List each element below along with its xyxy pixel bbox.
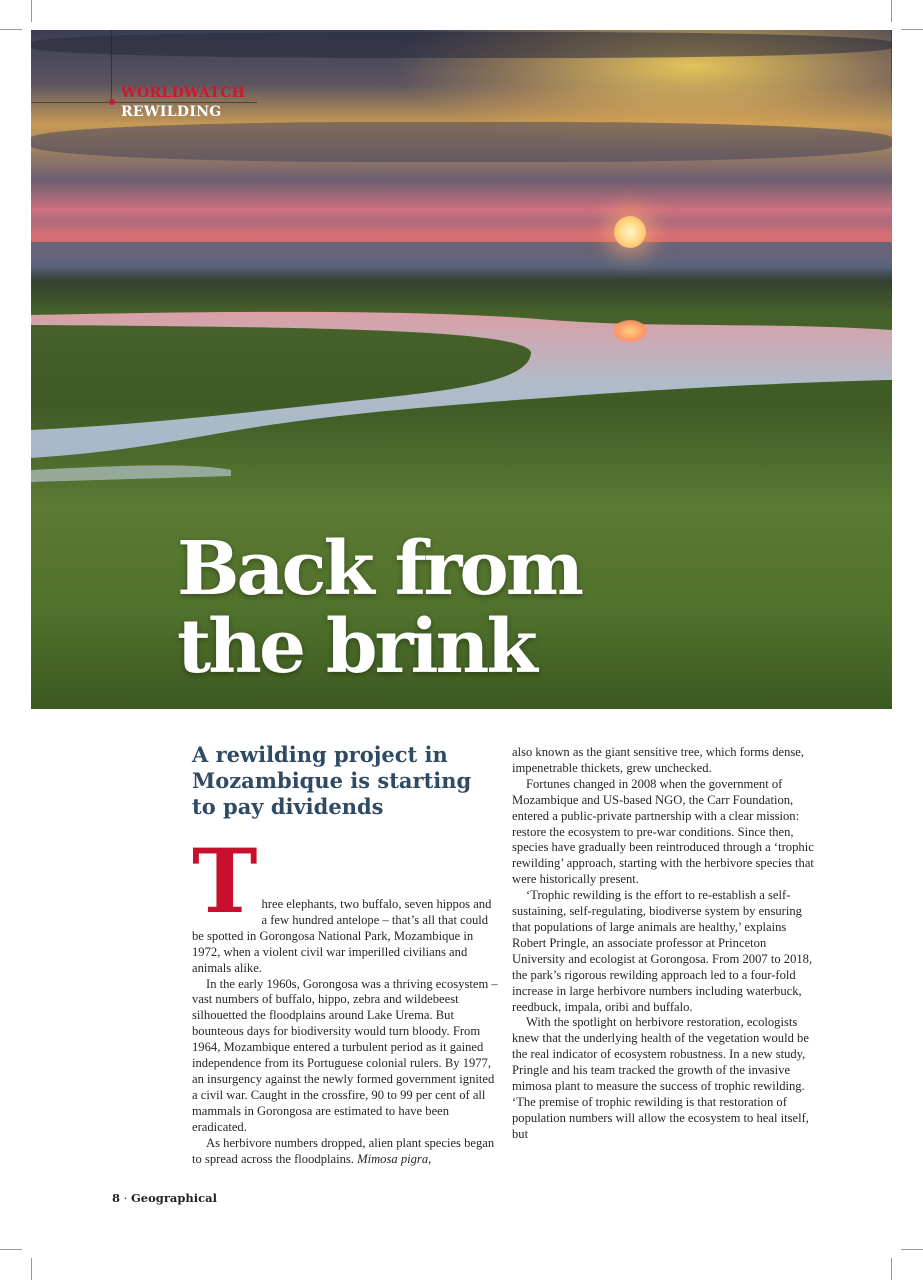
- crop-mark: [31, 0, 32, 22]
- section-kicker: [121, 84, 245, 122]
- headline-line: Back from: [177, 526, 582, 612]
- kicker-bullet: [109, 99, 115, 105]
- headline-line: the brink: [177, 604, 535, 690]
- article-column-2: [512, 745, 818, 1143]
- species-name: Mimosa pigra: [357, 1151, 429, 1166]
- magazine-name: Geographical: [130, 1191, 217, 1205]
- paragraph: With the spotlight on herbivore restoration, ecologists knew that the underlying health of the vegetation would be the real indicator of ecosystem robustness. In a new study, Pringle and his team tracked the growth of the invasive mimosa plant to measure the success of trophic rewilding. ‘The premise of trophic rewilding is that restoration of population numbers will allow the ecosystem to heal itself, but: [512, 1015, 809, 1141]
- drop-cap: T: [192, 829, 258, 933]
- folio: [112, 1191, 217, 1205]
- crop-mark: [891, 0, 892, 22]
- punctuation: ,: [428, 1151, 432, 1166]
- paragraph: ‘Trophic rewilding is the effort to re-establish a self-sustaining, self-regulating, biodiverse system by ensuring that populations of large animals are healthy,’ explains Robert Pringle, an associate professor at Princeton University and ecologist at Gorongosa. From 2007 to 2018, the park’s rigorous rewilding approach led to a four-fold increase in large herbivore numbers including waterbuck, reedbuck, impala, oribi and buffalo.: [512, 888, 813, 1014]
- hero-photo: [31, 30, 892, 709]
- paragraph-text: hree elephants, two buffalo, seven hippos and a few hundred antelope – that’s all that could be spotted in Gorongosa National Park, Mozambique in 1972, when a violent civil war imperilled civilians and animals alike.: [192, 897, 492, 975]
- crop-mark: [901, 1249, 923, 1250]
- sun-reflection: [613, 320, 647, 342]
- kicker-rule: [111, 30, 112, 104]
- crop-mark: [891, 1258, 892, 1280]
- headline: [177, 526, 737, 690]
- standfirst: A rewilding project in Mozambique is starting to pay dividends: [192, 742, 472, 819]
- paragraph: Fortunes changed in 2008 when the government of Mozambique and US-based NGO, the Carr Foundation, entered a public-private partnership with a clear mission: restore the ecosystem to pre-war conditions. Since then, species have gradually been reintroduced through a ‘trophic rewilding’ approach, starting with the herbivore species that were historically present.: [512, 776, 814, 887]
- folio-separator: ·: [120, 1191, 131, 1205]
- paragraph: In the early 1960s, Gorongosa was a thriving ecosystem – vast numbers of buffalo, hippo, zebra and wildebeest silhouetted the floodplains around Lake Urema. But bounteous days for biodiversity would turn bloody. From 1964, Mozambique entered a turbulent period as it gained independence from its Portuguese colonial rulers. By 1977, an insurgency against the newly formed government ignited a civil war. Caught in the crossfire, 90 to 99 per cent of all mammals in Gorongosa are estimated to have been eradicated.: [192, 976, 498, 1134]
- crop-mark: [901, 29, 923, 30]
- page-number: 8: [112, 1191, 121, 1205]
- article-column-1: [192, 829, 498, 1167]
- crop-mark: [0, 1249, 22, 1250]
- section-label: WORLDWATCH: [121, 85, 246, 101]
- crop-mark: [31, 1258, 32, 1280]
- paragraph: also known as the giant sensitive tree, which forms dense, impenetrable thickets, grew unchecked.: [512, 745, 805, 775]
- paragraph: [192, 1136, 498, 1168]
- crop-mark: [0, 29, 22, 30]
- paragraph-text: As herbivore numbers dropped, alien plant species began to spread across the floodplains.: [192, 1135, 495, 1166]
- topic-label: REWILDING: [121, 104, 222, 120]
